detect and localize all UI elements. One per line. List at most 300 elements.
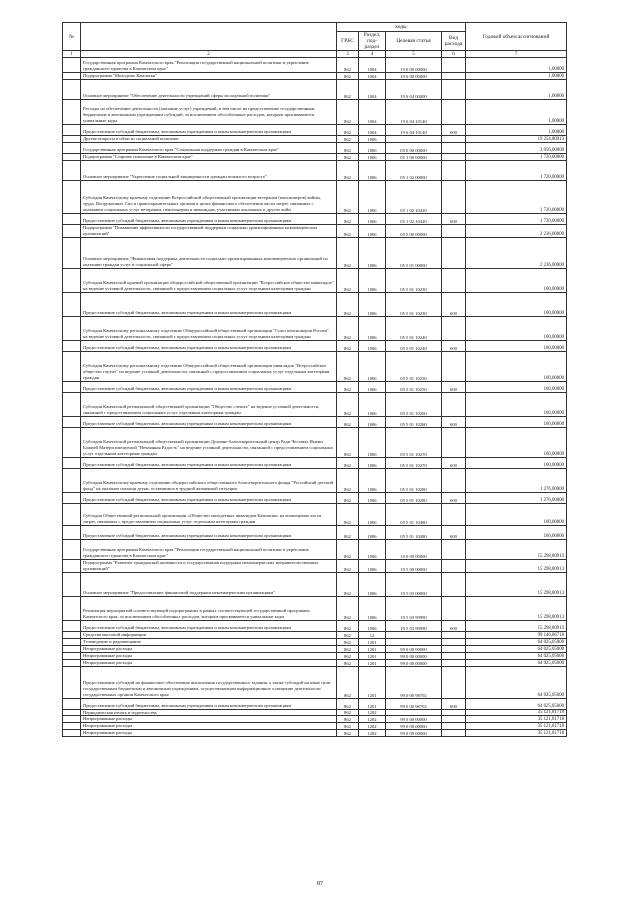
row-expense-type [442,352,466,382]
row-sum: 15 298,80913 [466,573,567,597]
row-grbs: 862 [337,136,359,143]
row-name: Подпрограмма "Развитие гражданской активности и государственная поддержка некоммерческих неправительственных организаций" [81,560,337,573]
row-grbs: 862 [337,214,359,225]
row-target-article: 99 0 00 00000 [386,659,442,666]
row-grbs: 862 [337,540,359,560]
table-row [63,341,567,352]
row-target-article: 05 1 00 00000 [386,154,442,161]
table-row [63,393,567,417]
column-number: 4 [359,51,386,58]
row-razdel: 1006 [359,269,386,293]
table-row [63,143,567,154]
row-expense-type [442,659,466,666]
row-target-article: 05 5 01 10270 [386,428,442,458]
row-grbs: 862 [337,469,359,493]
row-name: Подпрограмма "Старшее поколение в Камчатском крае" [81,154,337,161]
row-razdel: 1201 [359,652,386,659]
row-sum: 1,00000 [466,73,567,80]
row-razdel: 1202 [359,716,386,723]
row-expense-type [442,666,466,698]
row-name: Государственная программа Камчатского края "Реализация государственной национальной политики и укрепление гражданского единства в Камчатском крае" [81,58,337,73]
row-expense-type [442,143,466,154]
row-razdel: 1202 [359,723,386,730]
document-page [62,22,566,737]
row-grbs: 862 [337,597,359,621]
row-name: Непрограммные расходы [81,652,337,659]
row-number [63,632,81,639]
table-row [63,458,567,469]
row-name: Средства массовой информации [81,632,337,639]
row-number [63,225,81,238]
row-sum: 160,00000 [466,293,567,317]
row-target-article [386,632,442,639]
row-sum: 160,00000 [466,526,567,540]
row-grbs: 862 [337,225,359,238]
row-name: Субсидия Камчатской краевой организации общероссийской общественной организации "Всероссийское общество инвалидов" на ведение уставной деятельности, связанной с предоставлением социальных услуг отдельным категориям граждан [81,269,337,293]
row-expense-type [442,540,466,560]
table-row [63,526,567,540]
row-target-article: 05 5 01 10260 [386,393,442,417]
row-name: Предоставление субсидий бюджетным, автономным учреждениям и иным некоммерческим организациям [81,698,337,709]
row-razdel: 12 [359,632,386,639]
row-expense-type: 600 [442,526,466,540]
table-row [63,352,567,382]
row-target-article: 05 5 01 10480 [386,504,442,526]
row-expense-type: 600 [442,341,466,352]
row-expense-type: 600 [442,621,466,632]
row-name: Подпрограмма "Повышение эффективности государственной поддержки социально ориентированных некоммерческих организаций" [81,225,337,238]
row-expense-type [442,716,466,723]
row-grbs: 862 [337,709,359,716]
header-codes-group: коды [337,23,466,32]
table-row [63,698,567,709]
row-target-article: 19 6 04 10140 [386,100,442,125]
row-expense-type: 600 [442,293,466,317]
row-razdel: 1006 [359,293,386,317]
row-razdel: 1006 [359,136,386,143]
table-row [63,161,567,181]
row-grbs: 862 [337,458,359,469]
row-number [63,730,81,737]
row-sum: 1 276,00000 [466,469,567,493]
row-grbs: 862 [337,659,359,666]
row-target-article: 19 6 00 00000 [386,73,442,80]
table-row [63,597,567,621]
row-number [63,526,81,540]
table-row [63,154,567,161]
row-sum: 35 121,81718 [466,723,567,730]
row-razdel: 1006 [359,161,386,181]
column-number: 7 [466,51,567,58]
row-name: Реализация мероприятий соответствующей подпрограммы в рамках соответствующей государственной программы Камчатского края, за исключением обособленных расходов, которым присваиваются уникальные коды [81,597,337,621]
row-number [63,317,81,341]
row-number [63,652,81,659]
row-sum: 160,00000 [466,269,567,293]
row-grbs: 862 [337,100,359,125]
row-target-article: 05 5 00 00000 [386,225,442,238]
row-expense-type [442,136,466,143]
row-expense-type [442,560,466,573]
row-expense-type [442,73,466,80]
row-expense-type: 600 [442,214,466,225]
row-grbs: 862 [337,73,359,80]
row-name: Телевидение и радиовещание [81,638,337,645]
row-razdel: 1201 [359,638,386,645]
row-number [63,80,81,100]
row-razdel: 1006 [359,238,386,269]
table-row [63,225,567,238]
row-name: Предоставление субсидий бюджетным, автономным учреждениям и иным некоммерческим организациям [81,214,337,225]
row-grbs: 862 [337,698,359,709]
table-row [63,730,567,737]
row-number [63,698,81,709]
row-name: Субсидия Камчатскому краевому отделению общероссийского общественного благотворительного фонда "Российский детский фонд" на оказание помощи детям, оставшимся в трудной жизненной ситуации [81,469,337,493]
row-name: Государственная программа Камчатского края "Реализация государственной национальной политики и укрепление гражданского единства в Камчатском крае" [81,540,337,560]
row-number [63,659,81,666]
row-number [63,560,81,573]
table-row [63,632,567,639]
row-name: Периодическая печать и издательства [81,709,337,716]
row-number [63,214,81,225]
row-number [63,238,81,269]
row-target-article: 05 5 01 10230 [386,293,442,317]
row-grbs: 862 [337,638,359,645]
row-number [63,573,81,597]
header-expense-type: Вид расхода [442,32,466,51]
row-razdel: 1004 [359,125,386,136]
row-razdel: 1006 [359,393,386,417]
row-sum: 1 276,00000 [466,493,567,504]
row-target-article: 19 5 03 99990 [386,621,442,632]
row-sum: 64 025,05000 [466,645,567,652]
table-row [63,293,567,317]
row-expense-type [442,58,466,73]
row-razdel: 1006 [359,573,386,597]
row-number [63,341,81,352]
row-sum: 160,00000 [466,504,567,526]
row-razdel: 1006 [359,428,386,458]
column-number: 2 [81,51,337,58]
row-number [63,469,81,493]
row-grbs: 862 [337,666,359,698]
row-razdel: 1006 [359,382,386,393]
table-row [63,666,567,698]
budget-table [62,22,567,737]
row-grbs: 862 [337,632,359,639]
row-expense-type [442,317,466,341]
row-name: Основное мероприятие "Финансовая поддержка деятельности социально ориентированных некоммерческих организаций по оказанию граждан услуг в социальной сфере" [81,238,337,269]
row-name: Субсидия Камчатскому краевому отделению Всероссийской общественной организации ветеранов (пенсионеров) войны, труда, Вооруженных Сил и правоохранительных органов в целях финансового обеспечения части затрат, связанных с оказанием социальных услуг ветеранам, пенсионерам и инвалидам, участникам локальных и других войн [81,181,337,214]
row-razdel: 1006 [359,317,386,341]
row-sum: 15 298,80913 [466,597,567,621]
row-number [63,597,81,621]
row-sum: 15 298,80913 [466,560,567,573]
row-razdel: 1201 [359,698,386,709]
row-expense-type [442,161,466,181]
row-razdel: 1006 [359,469,386,493]
table-row [63,317,567,341]
row-name: Субсидия Камчатскому региональному отделению Общероссийской общественной организации "Союз пенсионеров России" на ведение уставной деятельности, связанной с предоставлением социальных услуг отдельным категориям граждан [81,317,337,341]
row-target-article: 05 5 01 10280 [386,493,442,504]
row-expense-type [442,632,466,639]
row-sum: 64 025,05000 [466,652,567,659]
page-number: 87 [317,881,323,887]
row-grbs: 862 [337,504,359,526]
row-sum: 160,00000 [466,317,567,341]
row-number [63,154,81,161]
row-target-article: 05 5 01 10250 [386,382,442,393]
row-number [63,161,81,181]
row-number [63,716,81,723]
table-row [63,652,567,659]
header-name [81,23,337,51]
row-number [63,100,81,125]
table-row [63,136,567,143]
row-sum: 15 298,80913 [466,540,567,560]
row-razdel: 1006 [359,504,386,526]
row-expense-type [442,225,466,238]
table-row [63,80,567,100]
row-grbs: 862 [337,161,359,181]
row-target-article: 99 0 00 00000 [386,652,442,659]
row-target-article: 99 0 00 00000 [386,730,442,737]
table-row [63,709,567,716]
row-sum: 35 121,81718 [466,709,567,716]
column-numbers-row [63,51,567,58]
row-expense-type: 600 [442,417,466,428]
table-row [63,469,567,493]
row-name: Предоставление субсидий бюджетным, автономным учреждениям и иным некоммерческим организациям [81,458,337,469]
row-number [63,504,81,526]
row-sum: 1 720,00000 [466,181,567,214]
row-name: Субсидия Камчатской региональной общественной организации Духовно-благотворительный центр Ради Честных Имени Божией Матери именуемой "Нечаянная Радость" на ведение уставной деятельности, связанной с предоставлением социальных услуг отдельным категориям граждан [81,428,337,458]
row-sum: 1,00000 [466,80,567,100]
row-sum: 64 025,05000 [466,659,567,666]
row-name: Расходы на обеспечение деятельности (оказание услуг) учреждений, в том числе на предоставление государственным бюджетным и автономным учреждениям субсидий, за исключением обособленных расходов, которым присваиваются уникальные коды [81,100,337,125]
row-grbs: 862 [337,125,359,136]
row-number [63,393,81,417]
row-number [63,621,81,632]
row-number [63,293,81,317]
table-row [63,73,567,80]
row-razdel: 1006 [359,341,386,352]
row-number [63,143,81,154]
row-expense-type: 600 [442,493,466,504]
row-sum: 64 025,05000 [466,666,567,698]
row-expense-type [442,638,466,645]
row-grbs: 862 [337,238,359,269]
row-name: Непрограммные расходы [81,645,337,652]
row-sum: 2 236,00000 [466,238,567,269]
row-name: Непрограммные расходы [81,730,337,737]
row-target-article [386,136,442,143]
row-number [63,709,81,716]
row-razdel: 1006 [359,352,386,382]
table-row [63,181,567,214]
row-target-article: 05 5 01 10480 [386,526,442,540]
row-name: Субсидия Камчатской региональной общественной организации "Общество слепых" на ведение уставной деятельности, связанной с предоставлением социальных услуг отдельным категориям граждан [81,393,337,417]
table-row [63,716,567,723]
row-razdel: 1006 [359,597,386,621]
table-row [63,100,567,125]
row-razdel: 1006 [359,143,386,154]
row-sum: 160,00000 [466,393,567,417]
row-expense-type: 600 [442,698,466,709]
row-expense-type [442,238,466,269]
column-number: 6 [442,51,466,58]
row-number [63,417,81,428]
row-sum: 64 025,05000 [466,638,567,645]
header-target-article: Целевая статья [386,32,442,51]
row-target-article [386,638,442,645]
row-target-article: 05 5 01 10240 [386,317,442,341]
row-razdel: 1004 [359,100,386,125]
row-grbs: 862 [337,393,359,417]
row-grbs: 862 [337,417,359,428]
header-num: № [63,23,81,51]
row-expense-type [442,269,466,293]
row-target-article: 05 5 01 10280 [386,469,442,493]
table-row [63,428,567,458]
row-grbs: 862 [337,317,359,341]
row-target-article: 05 1 02 00000 [386,161,442,181]
row-name: Другие вопросы в области социальной политики [81,136,337,143]
row-sum: 160,00000 [466,428,567,458]
row-sum: 160,00000 [466,458,567,469]
row-target-article: 05 0 00 00000 [386,143,442,154]
row-target-article: 19 6 04 10140 [386,125,442,136]
row-razdel: 1006 [359,493,386,504]
row-grbs: 862 [337,652,359,659]
row-number [63,73,81,80]
row-target-article: 99 0 00 98702 [386,698,442,709]
row-sum: 1,00000 [466,100,567,125]
table-body [63,58,567,737]
row-expense-type [442,645,466,652]
table-row [63,560,567,573]
row-sum: 35 121,81718 [466,716,567,723]
row-razdel: 1202 [359,709,386,716]
row-expense-type: 600 [442,458,466,469]
row-name: Предоставление субсидий бюджетным, автономным учреждениям и иным некоммерческим организациям [81,417,337,428]
row-expense-type [442,181,466,214]
row-grbs: 862 [337,560,359,573]
row-expense-type: 600 [442,382,466,393]
table-row [63,238,567,269]
row-sum: 1,00000 [466,125,567,136]
row-expense-type [442,393,466,417]
column-number: 1 [63,51,81,58]
row-number [63,645,81,652]
row-name: Основное мероприятие "Укрепление социальной защищенности граждан пожилого возраста" [81,161,337,181]
row-target-article: 99 0 00 00000 [386,645,442,652]
row-expense-type [442,504,466,526]
table-row [63,269,567,293]
row-number [63,458,81,469]
row-name: Основное мероприятие "Предоставление финансовой поддержки некоммерческим организациям" [81,573,337,597]
row-sum: 1 720,00000 [466,154,567,161]
row-grbs: 862 [337,723,359,730]
row-expense-type [442,730,466,737]
row-grbs: 862 [337,341,359,352]
row-expense-type [442,723,466,730]
row-razdel: 1006 [359,225,386,238]
table-row [63,573,567,597]
row-target-article [386,709,442,716]
row-target-article: 19 6 04 00000 [386,80,442,100]
row-name: Предоставление субсидий бюджетным, автономным учреждениям и иным некоммерческим организациям [81,293,337,317]
row-razdel: 1201 [359,645,386,652]
row-target-article: 05 5 01 10270 [386,458,442,469]
row-sum: 35 121,81718 [466,730,567,737]
row-number [63,269,81,293]
row-sum: 1 720,00000 [466,161,567,181]
row-number [63,493,81,504]
row-number [63,382,81,393]
row-expense-type [442,597,466,621]
row-sum: 15 298,80913 [466,621,567,632]
row-target-article: 05 1 02 10420 [386,214,442,225]
row-name: Предоставление субсидий бюджетным, автономным учреждениям и иным некоммерческим организациям [81,125,337,136]
row-sum: 1,00000 [466,58,567,73]
row-grbs: 862 [337,573,359,597]
header-annual-sum: Годовой объем ассигнований [466,23,567,51]
row-grbs: 862 [337,428,359,458]
row-grbs: 862 [337,269,359,293]
row-grbs: 862 [337,716,359,723]
row-name: Основное мероприятие "Обеспечение деятельности учреждений сферы молодежной политики" [81,80,337,100]
row-sum: 99 146,86718 [466,632,567,639]
row-grbs: 862 [337,58,359,73]
row-target-article: 99 0 00 00000 [386,716,442,723]
row-expense-type: 600 [442,125,466,136]
row-name: Субсидия Общественной региональной организации «Общество малодетных инвалидов Камчатки» на возмещение части затрат, связанных с предоставлением социальных услуг отдельным категориям граждан [81,504,337,526]
header-razdel: Раздел, под-раздел [359,32,386,51]
row-expense-type [442,154,466,161]
row-name: Подпрограмма "Молодежь Камчатки" [81,73,337,80]
row-name: Предоставление субсидий на финансовое обеспечение выполнения государственного задания, а также субсидий на иные цели государственным бюджетным и автономным учреждениям, осуществляющим информационное освещение деятельности государственных органов Камчатского края [81,666,337,698]
row-number [63,540,81,560]
row-razdel: 1006 [359,458,386,469]
row-number [63,181,81,214]
row-sum: 160,00000 [466,341,567,352]
row-name: Предоставление субсидий бюджетным, автономным учреждениям и иным некоммерческим организациям [81,382,337,393]
row-number [63,666,81,698]
row-number [63,136,81,143]
row-razdel: 1201 [359,659,386,666]
row-target-article: 05 5 01 00000 [386,238,442,269]
row-number [63,638,81,645]
row-number [63,723,81,730]
row-name: Непрограммные расходы [81,723,337,730]
table-row [63,659,567,666]
row-razdel: 1006 [359,154,386,161]
row-sum: 19 254,80913 [466,136,567,143]
table-row [63,504,567,526]
row-expense-type [442,709,466,716]
row-grbs: 862 [337,293,359,317]
row-target-article: 05 5 01 10230 [386,269,442,293]
table-row [63,645,567,652]
column-number: 5 [386,51,442,58]
table-row [63,214,567,225]
row-razdel: 1202 [359,730,386,737]
row-razdel: 1004 [359,80,386,100]
row-target-article: 99 0 00 00000 [386,723,442,730]
row-sum: 1 720,00000 [466,214,567,225]
row-sum: 64 025,05000 [466,698,567,709]
row-target-article: 19 5 03 99990 [386,597,442,621]
